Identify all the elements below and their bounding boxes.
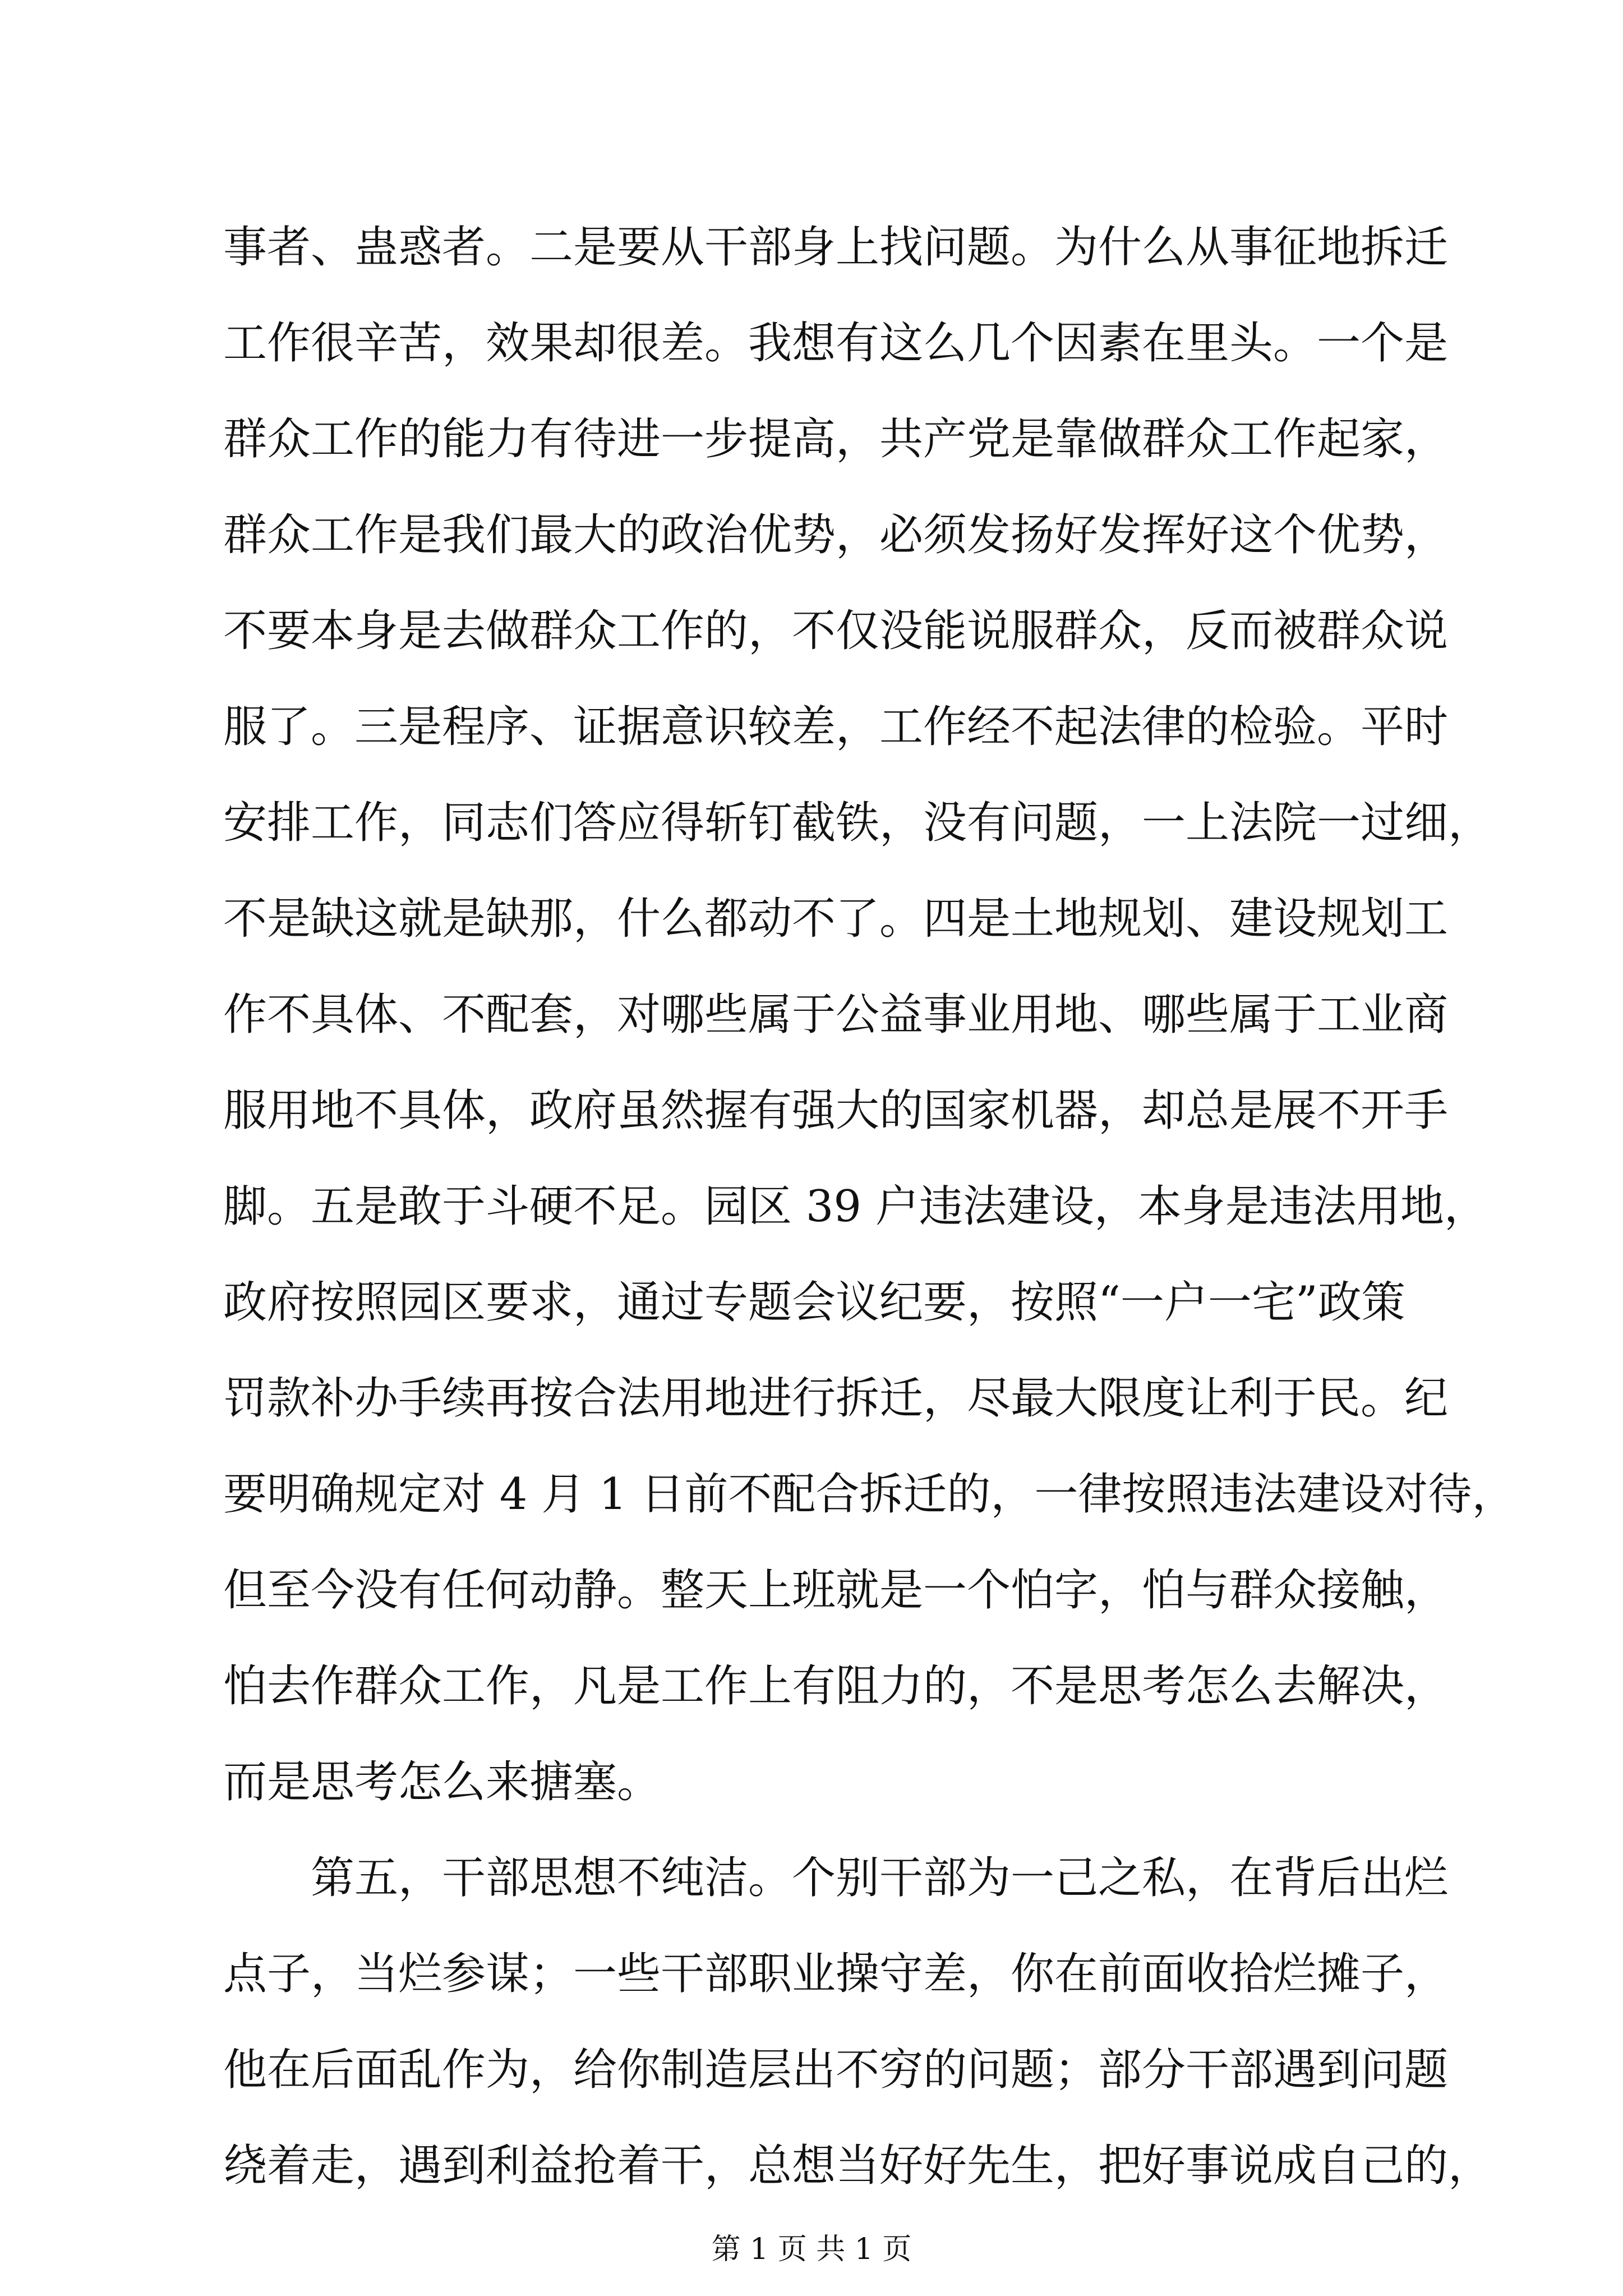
- text-line: 怕去作群众工作，凡是工作上有阻力的，不是思考怎么去解决，: [223, 1661, 1449, 1711]
- text-line: 群众工作的能力有待进一步提高，共产党是靠做群众工作起家，: [223, 414, 1449, 464]
- page-number-footer: 第 1 页 共 1 页: [711, 2233, 912, 2266]
- paragraph-start-line: 第五，干部思想不纯洁。个别干部为一己之私，在背后出烂: [223, 1853, 1449, 1903]
- text-line: 不要本身是去做群众工作的，不仅没能说服群众，反而被群众说: [223, 606, 1449, 656]
- text-line: 脚。五是敢于斗硬不足。园区 39 户违法建设，本身是违法用地，: [223, 1181, 1488, 1232]
- text-line: 罚款补办手续再按合法用地进行拆迁，尽最大限度让利于民。纪: [223, 1373, 1449, 1424]
- text-line: 服了。三是程序、证据意识较差，工作经不起法律的检验。平时: [223, 702, 1449, 752]
- text-line: 而是思考怎么来搪塞。: [223, 1757, 661, 1807]
- text-line: 安排工作，同志们答应得斩钉截铁，没有问题，一上法院一过细，: [223, 798, 1492, 848]
- text-line: 群众工作是我们最大的政治优势，必须发扬好发挥好这个优势，: [223, 510, 1449, 560]
- text-line: 点子，当烂参谋；一些干部职业操守差，你在前面收拾烂摊子，: [223, 1949, 1449, 1999]
- text-line: 不是缺这就是缺那，什么都动不了。四是土地规划、建设规划工: [223, 894, 1449, 944]
- text-line: 但至今没有任何动静。整天上班就是一个怕字，怕与群众接触，: [223, 1565, 1449, 1616]
- text-line: 服用地不具体，政府虽然握有强大的国家机器，却总是展不开手: [223, 1085, 1449, 1136]
- text-line: 政府按照园区要求，通过专题会议纪要，按照“一户一宅”政策: [223, 1277, 1405, 1328]
- text-line: 事者、蛊惑者。二是要从干部身上找问题。为什么从事征地拆迁: [223, 222, 1449, 273]
- text-line: 工作很辛苦，效果却很差。我想有这么几个因素在里头。一个是: [223, 318, 1449, 369]
- text-line: 作不具体、不配套，对哪些属于公益事业用地、哪些属于工业商: [223, 990, 1449, 1040]
- text-line: 他在后面乱作为，给你制造层出不穷的问题；部分干部遇到问题: [223, 2045, 1449, 2095]
- text-line: 要明确规定对 4 月 1 日前不配合拆迁的，一律按照违法建设对待，: [223, 1469, 1516, 1520]
- text-line: 绕着走，遇到利益抢着干，总想当好好先生，把好事说成自己的，: [223, 2141, 1492, 2191]
